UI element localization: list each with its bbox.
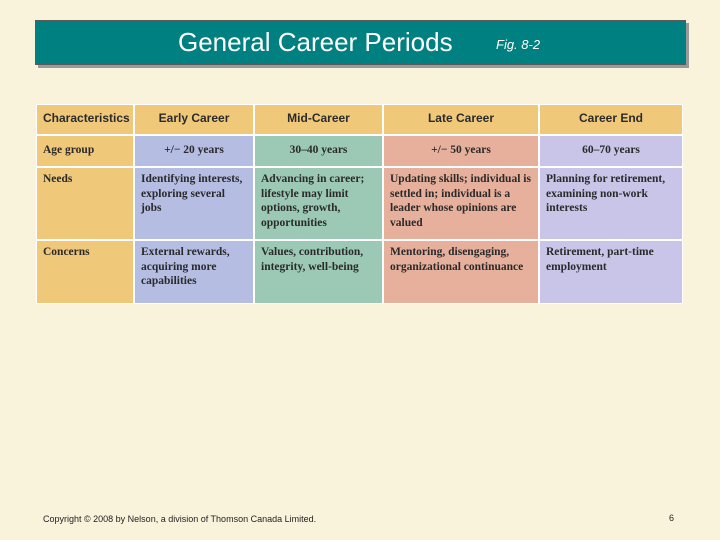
- cell-age-early: +/− 20 years: [134, 135, 254, 167]
- header-career-end: Career End: [539, 104, 683, 135]
- copyright-notice: Copyright © 2008 by Nelson, a division of Thomson Canada Limited.: [43, 514, 317, 524]
- cell-needs-early: Identifying interests, exploring several jobs: [134, 167, 254, 240]
- row-label-needs: Needs: [36, 167, 134, 240]
- figure-label: Fig. 8-2: [496, 37, 541, 52]
- slide-title: General Career Periods: [178, 27, 453, 57]
- cell-concerns-late: Mentoring, disengaging, organizational continuance: [383, 240, 539, 304]
- cell-age-late: +/− 50 years: [383, 135, 539, 167]
- cell-concerns-end: Retirement, part-time employment: [539, 240, 683, 304]
- row-label-age-group: Age group: [36, 135, 134, 167]
- header-early-career: Early Career: [134, 104, 254, 135]
- row-label-concerns: Concerns: [36, 240, 134, 304]
- cell-needs-late: Updating skills; individual is settled in; individual is a leader whose opinions are valued: [383, 167, 539, 240]
- header-mid-career: Mid-Career: [254, 104, 383, 135]
- title-bar: [35, 20, 686, 65]
- cell-needs-end: Planning for retirement, examining non-work interests: [539, 167, 683, 240]
- cell-needs-mid: Advancing in career; lifestyle may limit options, growth, opportunities: [254, 167, 383, 240]
- page-number: 6: [669, 513, 675, 523]
- cell-age-end: 60–70 years: [539, 135, 683, 167]
- cell-concerns-mid: Values, contribution, integrity, well-being: [254, 240, 383, 304]
- header-late-career: Late Career: [383, 104, 539, 135]
- header-characteristics: Characteristics: [36, 104, 134, 135]
- cell-concerns-early: External rewards, acquiring more capabilities: [134, 240, 254, 304]
- cell-age-mid: 30–40 years: [254, 135, 383, 167]
- career-periods-table: [36, 104, 683, 304]
